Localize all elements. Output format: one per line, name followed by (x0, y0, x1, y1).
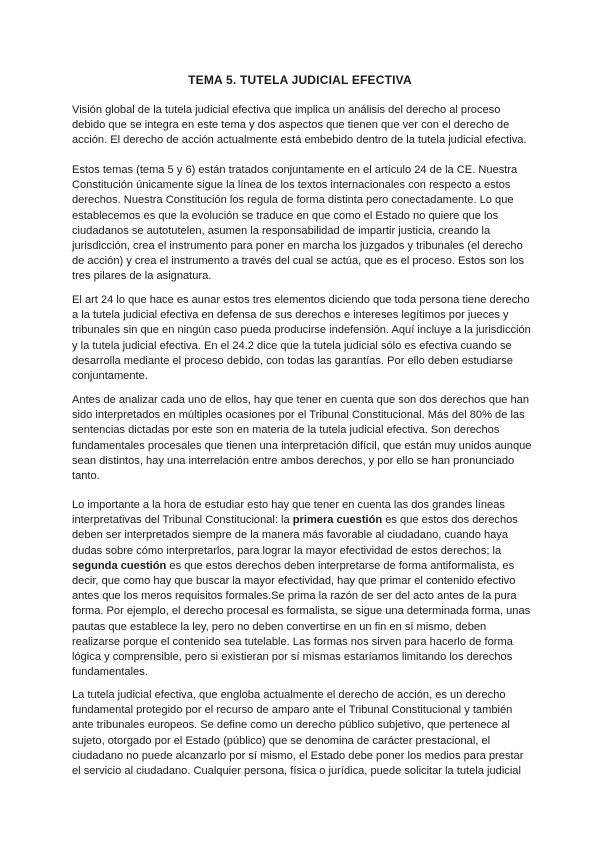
paragraph-4 (72, 393, 532, 484)
bold-term-segunda-cuestion: segunda cuestión (72, 559, 167, 572)
document-title: TEMA 5. TUTELA JUDICIAL EFECTIVA (188, 73, 412, 87)
paragraph-text (72, 498, 532, 680)
paragraph-5 (72, 498, 532, 680)
paragraph-text: Estos temas (tema 5 y 6) están tratados conjuntamente en el artículo 24 de la CE. Nuestra Constitución únicamente sigue la línea de los textos internacionales con respecto a estos derechos. Nuestra Constitución los regula de forma distinta pero conectadamente. Lo que establecemos es que la evolución se traduce en que como el Estado no quiere que los ciudadanos se autotutelen, asumen la responsabilidad de impartir justicia, creando la jurisdicción, crea el instrumento para poner en marcha los juzgados y tribunales (el derecho de acción) y crea el instrumento a través del cual se actúa, que es el proceso. Estos son los tres pilares de la asignatura. (72, 164, 524, 283)
paragraph-text: La tutela judicial efectiva, que engloba actualmente el derecho de acción, es un derecho fundamental protegido por el recurso de amparo ante el Tribunal Constitucional y también ante tribunales europeos. Se define como un derecho público subjetivo, que pertenece al sujeto, otorgado por el Estado (público) que se denomina de carácter prestacional, el ciudadano no puede alcanzarlo por sí mismo, el Estado debe poner los medios para prestar el servicio al ciudadano. Cualquier persona, física o jurídica, puede solicitar la tutela judicial (72, 689, 524, 778)
paragraph-text: El art 24 lo que hace es aunar estos tres elementos diciendo que toda persona tiene derecho a la tutela judicial efectiva en defensa de sus derechos e intereses legítimos por jueces y tribunales sin que en ningún caso pueda producirse indefensión. Aquí incluye a la jurisdicción y la tutela judicial efectiva. En el 24.2 dice que la tutela judicial sólo es efectiva cuando se desarrolla mediante el proceso debido, con todas las garantías. Por ello deben estudiarse conjuntamente. (72, 294, 531, 383)
paragraph-text: Antes de analizar cada uno de ellos, hay que tener en cuenta que son dos derechos que han sido interpretados en múltiples ocasiones por el Tribunal Constitucional. Más del 80% de las sentencias dictadas por este son en materia de la tutela judicial efectiva. Son derechos fundamentales procesales que tienen una interpretación difícil, que están muy unidos aunque sean distintos, hay una interrelación entre ambos derechos, y por ello se han pronunciado tanto. (72, 394, 532, 483)
paragraph-3 (72, 293, 532, 384)
paragraph-5-part-3: es que estos derechos deben interpretarse de forma antiformalista, es decir, que como hay que buscar la mayor efectividad, hay que primar el contenido efectivo antes que los meros requisitos formales.Se prima la razón de ser del acto antes de la pura forma. Por ejemplo, el derecho procesal es formalista, se sigue una determinada forma, unas pautas que establece la ley, pero no deben convertirse en un fin en sí mismo, deben realizarse porque el contenido sea tutelable. Las formas nos sirven para hacerlo de forma lógica y comprensible, pero si existieran por sí mismas estaríamos limitando los derechos fundamentales. (72, 559, 531, 679)
paragraph-1 (72, 103, 532, 149)
paragraph-5-part-2: es que estos dos derechos deben ser interpretados siempre de la manera más favorable al ciudadano, cuando haya dudas sobre cómo interpretarlos, para lograr la mayor efectividad de estos derechos; la (72, 514, 518, 557)
bold-term-primera-cuestion: primera cuestión (292, 514, 383, 527)
paragraph-5-part-1: Lo importante a la hora de estudiar esto hay que tener en cuenta las dos grandes líneas interpretativas del Tribunal Constitucional: la (72, 499, 505, 527)
paragraph-2 (72, 163, 532, 285)
paragraph-text: Visión global de la tutela judicial efectiva que implica un análisis del derecho al proceso debido que se integra en este tema y dos aspectos que tienen que ver con el derecho de acción. El derecho de acción actualmente está embebido dentro de la tutela judicial efectiva. (72, 104, 527, 147)
paragraph-6 (72, 688, 532, 779)
